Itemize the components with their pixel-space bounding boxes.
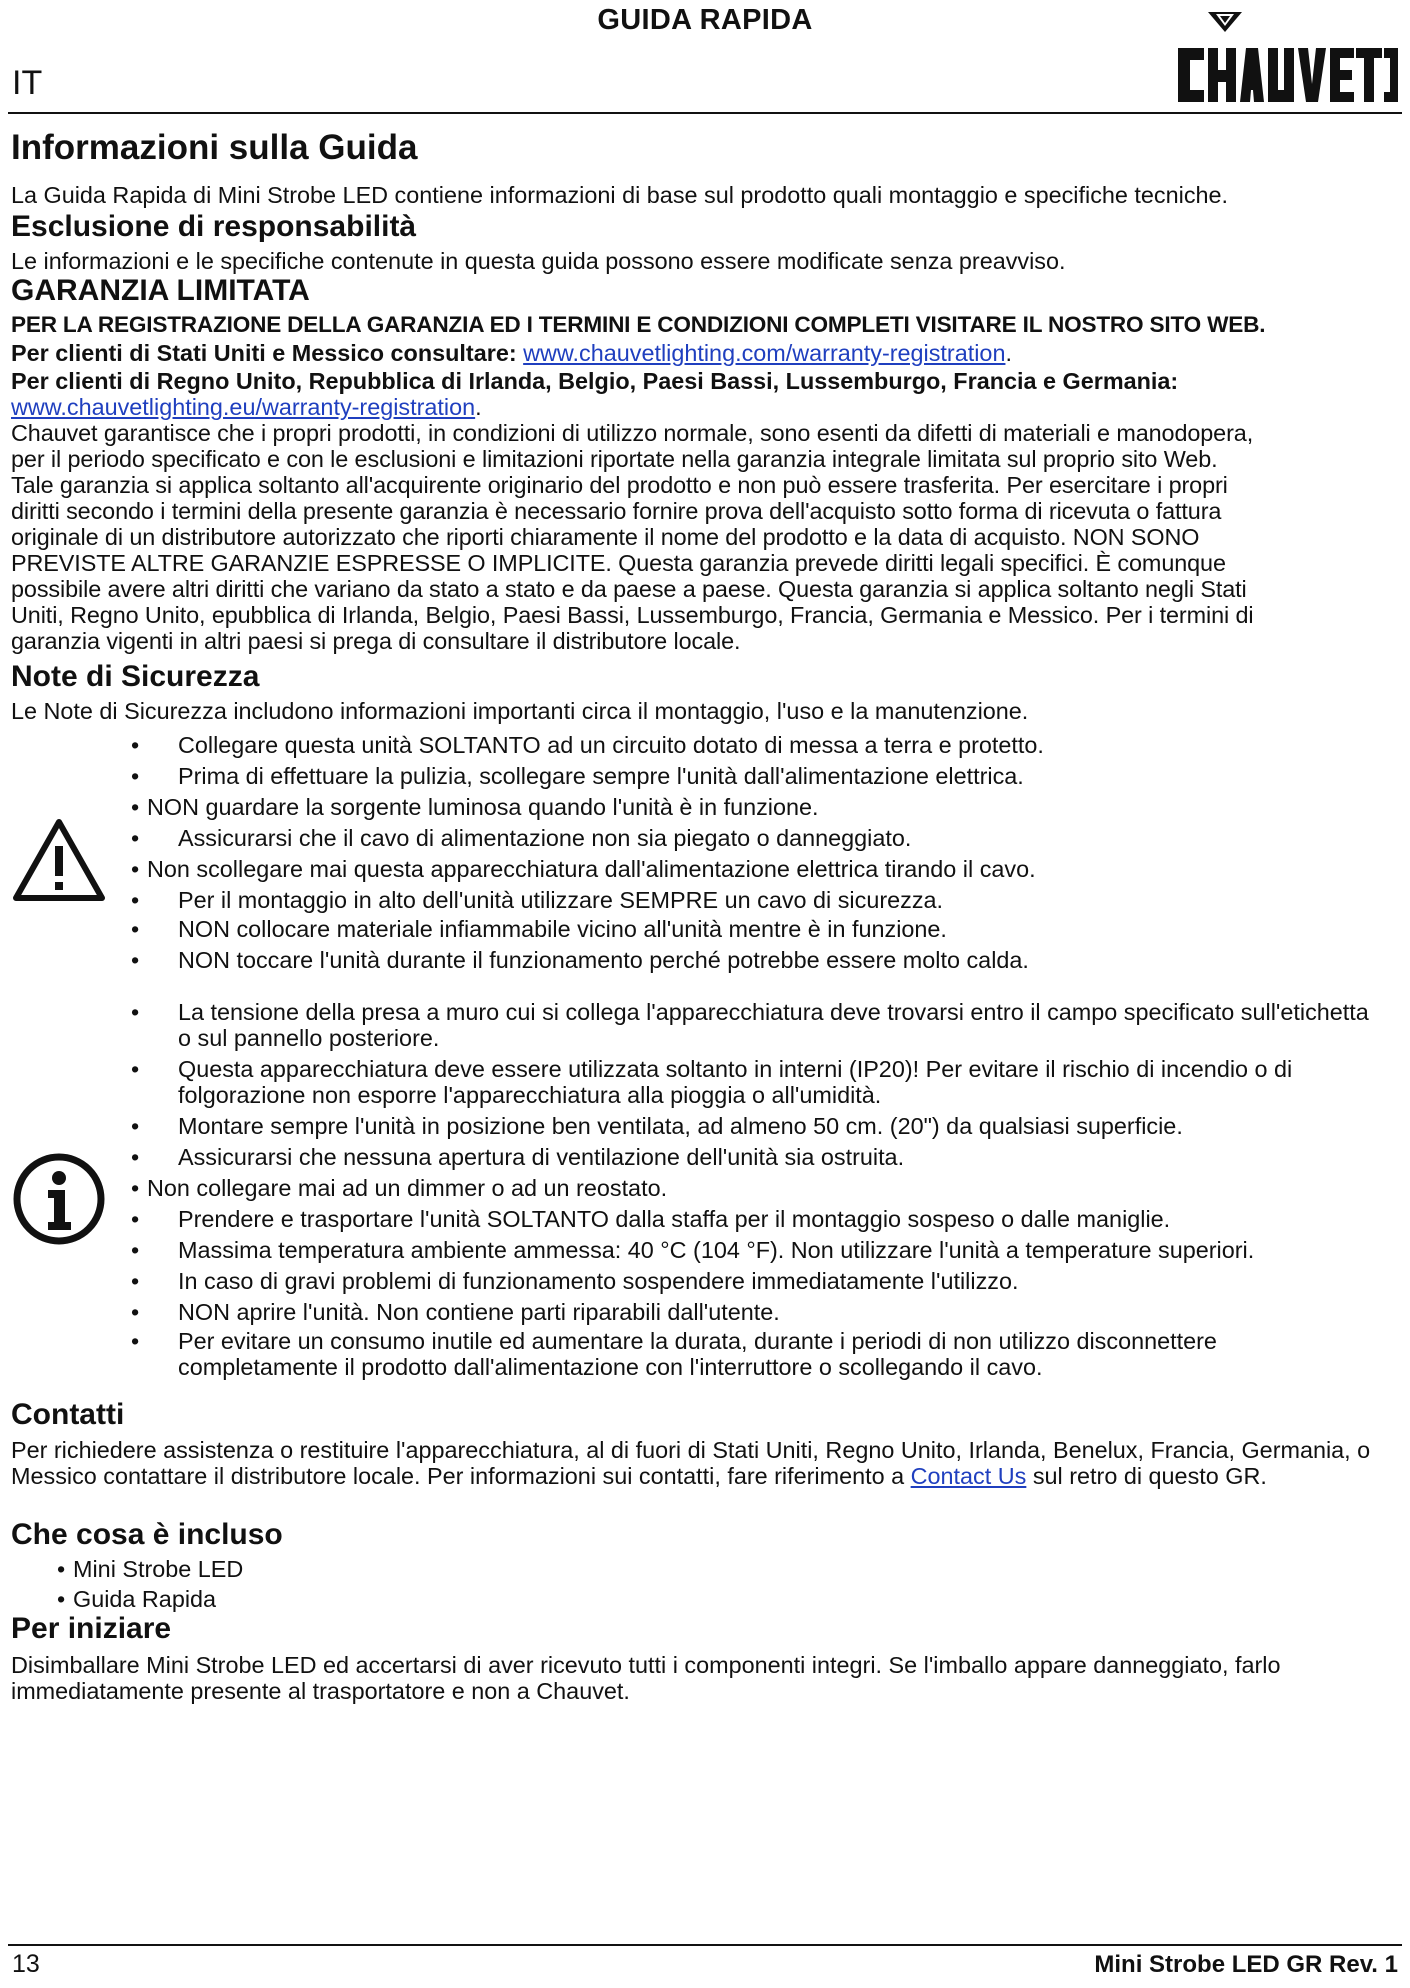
getting-started-text-block [11,1652,1401,1704]
list-item: • Prima di effettuare la pulizia, scollegare sempre l'unità dall'alimentazione elettrica. [11,763,1401,789]
list-item: • NON toccare l'unità durante il funzionamento perché potrebbe essere molto calda. [11,947,1401,973]
warranty-line: per il periodo specificato e con le esclusioni e limitazioni riportate nella garanzia integrale limitata sul proprio sito Web. [11,446,1218,472]
guide-info-section [11,128,1401,168]
page-number: 13 [12,1950,40,1978]
warranty-body [11,420,1401,654]
safety-intro-block [11,698,1401,724]
warranty-us-line: Per clienti di Stati Uniti e Messico consultare: www.chauvetlighting.com/warranty-registration. [11,340,1012,366]
getting-started-heading: Per iniziare [11,1612,172,1645]
warranty-line: Uniti, Regno Unito, epubblica di Irlanda, Belgio, Paesi Bassi, Lussemburgo, Francia, Germania e Messico. Per i termini di [11,602,1254,628]
guide-info-text-block [11,182,1401,208]
list-item: • NON collocare materiale infiammabile vicino all'unità mentre è in funzione. [11,916,1401,942]
contacts-text [11,1437,1391,1489]
included-heading: Che cosa è incluso [11,1518,283,1551]
warranty-registration-notice: PER LA REGISTRAZIONE DELLA GARANZIA ED I TERMINI E CONDIZIONI COMPLETI VISITARE IL NOSTRO SITO WEB. [11,312,1266,337]
list-item: • Prendere e trasportare l'unità SOLTANTO dalla staffa per il montaggio sospeso o dalle maniglie. [11,1206,1401,1232]
warranty-eu-label: Per clienti di Regno Unito, Repubblica di Irlanda, Belgio, Paesi Bassi, Lussemburgo, Francia e Germania: [11,368,1179,394]
document-revision: Mini Strobe LED GR Rev. 1 [1094,1951,1398,1978]
contacts-section [11,1398,1401,1432]
guide-info-text: La Guida Rapida di Mini Strobe LED contiene informazioni di base sul prodotto quali montaggio e specifiche tecniche. [11,182,1229,208]
warranty-line: possibile avere altri diritti che variano da stato a stato e da paese a paese. Questa garanzia si applica soltanto negli Stati [11,576,1247,602]
list-item: • NON guardare la sorgente luminosa quando l'unità è in funzione. [11,794,1401,820]
included-section [11,1518,1401,1552]
warranty-us-label: Per clienti di Stati Uniti e Messico consultare: [11,340,524,366]
contact-us-link[interactable]: Contact Us [910,1463,1027,1489]
contacts-heading: Contatti [11,1398,125,1431]
list-item: • Assicurarsi che nessuna apertura di ventilazione dell'unità sia ostruita. [11,1144,1401,1170]
list-item: • Assicurarsi che il cavo di alimentazione non sia piegato o danneggiato. [11,825,1401,851]
disclaimer-text-block [11,248,1401,274]
getting-started-text: Disimballare Mini Strobe LED ed accertarsi di aver ricevuto tutti i componenti integri. Se l'imballo appare danneggiato, farlo immediatamente presente al trasportatore e non a Chauvet. [11,1652,1281,1704]
list-item: • Massima temperatura ambiente ammessa: 40 °C (104 °F). Non utilizzare l'unità a temperature superiori. [11,1237,1401,1263]
safety-warning-list [11,732,1401,973]
header-divider [8,112,1402,114]
warranty-heading: GARANZIA LIMITATA [11,274,310,307]
list-item: • Mini Strobe LED [57,1556,244,1582]
disclaimer-section [11,210,1401,244]
list-item: • Questa apparecchiatura deve essere utilizzata soltanto in interni (IP20)! Per evitare il rischio di incendio o di folgorazione non esporre l'apparecchiatura alla pioggia o all'umidità. [11,1056,1401,1108]
warranty-line: diritti secondo i termini della presente garanzia è necessario fornire prova dell'acquisto sotto forma di ricevuta o fattura [11,498,1222,524]
guide-info-heading: Informazioni sulla Guida [11,128,418,167]
safety-intro: Le Note di Sicurezza includono informazioni importanti circa il montaggio, l'uso e la manutenzione. [11,698,1029,724]
contacts-text-before: Per richiedere assistenza o restituire l'apparecchiatura, al di fuori di Stati Uniti, Regno Unito, Irlanda, Benelux, Francia, Germania, o Messico contattare il distributore locale. Per informazioni sui contatti, fare riferimento a [11,1437,1371,1489]
contacts-text-after: sul retro di questo GR. [1026,1463,1267,1489]
warranty-registration-block [11,312,1401,654]
list-item: • Montare sempre l'unità in posizione ben ventilata, ad almeno 50 cm. (20") da qualsiasi superficie. [11,1113,1401,1139]
safety-heading: Note di Sicurezza [11,660,260,693]
warranty-eu-line: www.chauvetlighting.eu/warranty-registration. [11,394,482,420]
contacts-text-block [11,1437,1401,1489]
list-item: • Per il montaggio in alto dell'unità utilizzare SEMPRE un cavo di sicurezza. [11,887,1401,913]
list-item: • La tensione della presa a muro cui si collega l'apparecchiatura deve trovarsi entro il campo specificato sull'etichetta o sul pannello posteriore. [11,999,1401,1051]
disclaimer-text: Le informazioni e le specifiche contenute in questa guida possono essere modificate senza preavviso. [11,248,1066,274]
getting-started-section [11,1612,1401,1646]
list-item: • Non collegare mai ad un dimmer o ad un reostato. [11,1175,1401,1201]
list-item: • NON aprire l'unità. Non contiene parti riparabili dall'utente. [11,1299,1401,1325]
footer-divider [8,1944,1402,1946]
list-item: • Per evitare un consumo inutile ed aumentare la durata, durante i periodi di non utilizzo disconnettere completamente il prodotto dall'alimentazione con l'interruttore o scollegando il cavo. [11,1328,1401,1380]
document-title: GUIDA RAPIDA [597,4,813,36]
warranty-eu-link[interactable]: www.chauvetlighting.eu/warranty-registration [11,394,476,420]
warranty-line: Chauvet garantisce che i propri prodotti, in condizioni di utilizzo normale, sono esenti da difetti di materiali e manodopera, [11,420,1254,446]
safety-info-list [11,999,1401,1380]
list-item: • Collegare questa unità SOLTANTO ad un circuito dotato di messa a terra e protetto. [11,732,1401,758]
warranty-line: PREVISTE ALTRE GARANZIE ESPRESSE O IMPLICITE. Questa garanzia prevede diritti legali specifici. È comunque [11,550,1226,576]
safety-section [11,660,1401,694]
warranty-line: Tale garanzia si applica soltanto all'acquirente originario del prodotto e non può essere trasferita. Per esercitare i propri [11,472,1228,498]
included-list-block [11,1556,1401,1612]
list-item: • In caso di gravi problemi di funzionamento sospendere immediatamente l'utilizzo. [11,1268,1401,1294]
list-item: • Non scollegare mai questa apparecchiatura dall'alimentazione elettrica tirando il cavo. [11,856,1401,882]
warranty-us-link[interactable]: www.chauvetlighting.com/warranty-registration [523,340,1006,366]
language-code: IT [12,64,43,102]
chauvet-dj-logo [1170,6,1400,116]
warranty-line: garanzia vigenti in altri paesi si prega di consultare il distributore locale. [11,628,741,654]
list-item: • Guida Rapida [57,1586,217,1612]
warranty-section [11,274,1401,308]
warranty-line: originale di un distributore autorizzato che riporti chiaramente il nome del prodotto e la data di acquisto. NON SONO [11,524,1200,550]
disclaimer-heading: Esclusione di responsabilità [11,210,417,243]
